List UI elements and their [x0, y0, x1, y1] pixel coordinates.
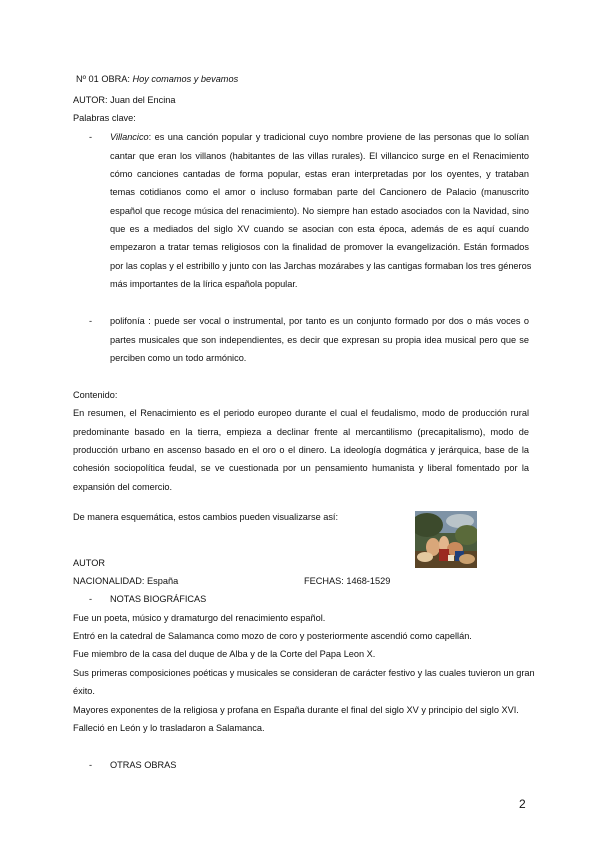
autor-line [73, 94, 176, 106]
obra-line [76, 73, 238, 85]
bullet-villancico: - [89, 132, 93, 142]
nota-5: éxito. [73, 686, 95, 696]
obra-title: Hoy comamos y bevamos [132, 74, 239, 84]
contenido-label: Contenido: [73, 390, 118, 400]
painting-image [415, 511, 477, 568]
polifonia-line-2: partes musicales que son independientes, es decir que expresan su propia idea musical pero que se [110, 335, 529, 345]
bullet-polifonia: - [89, 316, 93, 326]
villancico-line-5: español que recoge música del renacimiento). No siempre han estado asociados con la Navidad, sino [110, 206, 529, 216]
nota-1: Fue un poeta, músico y dramaturgo del renacimiento español. [73, 613, 326, 623]
painting-illustration [415, 511, 477, 568]
polifonia-line-3: perciben como un todo armónico. [110, 353, 247, 363]
autor-value: Juan del Encina [110, 95, 176, 105]
contenido-line-1: En resumen, el Renacimiento es el periodo europeo durante el cual el feudalismo, modo de producción rural [73, 408, 529, 418]
contenido-line-3: producción urbano en ascenso basado en el oro o el dinero. La ideología dogmática y jerárquica, base de la [73, 445, 529, 455]
nota-6: Mayores exponentes de la religiosa y profana en España durante el final del siglo XV y principio del siglo XVI. [73, 705, 519, 715]
nota-2: Entró en la catedral de Salamanca como mozo de coro y posteriormente ascendió como capellán. [73, 631, 472, 641]
villancico-text-1: : es una canción popular y tradicional cuyo nombre proviene de las personas que lo solían [148, 132, 529, 142]
villancico-line-8: por las coplas y el estribillo y junto con las Jarchas mozárabes y las cantigas formaban los tres géneros [110, 261, 532, 271]
bullet-otras-obras: - [89, 760, 93, 770]
fechas: FECHAS: 1468-1529 [304, 576, 391, 586]
autor-label: AUTOR: [73, 95, 108, 105]
otras-obras-heading: OTRAS OBRAS [110, 760, 177, 770]
villancico-line-2: cantar que eran los villanos (habitantes de las villas rurales). El villancico surge en el Renacimiento [110, 151, 529, 161]
esquematica-line: De manera esquemática, estos cambios pueden visualizarse así: [73, 512, 339, 522]
notas-heading: NOTAS BIOGRÁFICAS [110, 594, 207, 604]
villancico-line-3: cómo canciones cantadas de forma popular, estas eran interpretadas por los oyentes, y trataban [110, 169, 529, 179]
contenido-line-2: predominante basado en la tierra, empieza a declinar frente al mercantilismo (precapitalismo), modo de [73, 427, 529, 437]
polifonia-line-1: polifonía : puede ser vocal o instrumental, por tanto es un conjunto formado por dos o más voces o [110, 316, 529, 326]
villancico-line-1 [110, 131, 529, 143]
villancico-line-4: temas cotidianos como el amor o incluso formaban parte del Cancionero de Palacio (manuscrito [110, 187, 529, 197]
obra-label: Nº 01 OBRA: [76, 74, 130, 84]
nota-3: Fue miembro de la casa del duque de Alba y de la Corte del Papa Leon X. [73, 649, 376, 659]
villancico-line-7: empezaron a tratar temas religiosos con la finalidad de promover la evangelización. Están formados [110, 242, 529, 252]
villancico-term: Villancico [110, 132, 149, 142]
nacionalidad: NACIONALIDAD: España [73, 576, 179, 586]
bullet-notas: - [89, 594, 93, 604]
contenido-line-4: cohesión sociopolítica feudal, se ve cuestionada por un pensamiento humanista y liberal fomentado por la [73, 463, 529, 473]
contenido-line-5: expansión del comercio. [73, 482, 173, 492]
villancico-line-6: que es a mediados del siglo XV cuando se asocian con esta época, además de es aquí cuando [110, 224, 529, 234]
nota-4: Sus primeras composiciones poéticas y musicales se consideran de carácter festivo y las cuales tuvieron un gran [73, 668, 535, 678]
autor-heading: AUTOR [73, 558, 105, 568]
page-number: 2 [519, 797, 526, 811]
palabras-clave-label: Palabras clave: [73, 113, 136, 123]
villancico-line-9: más importantes de la lírica española popular. [110, 279, 298, 289]
nota-7: Falleció en León y lo trasladaron a Salamanca. [73, 723, 265, 733]
